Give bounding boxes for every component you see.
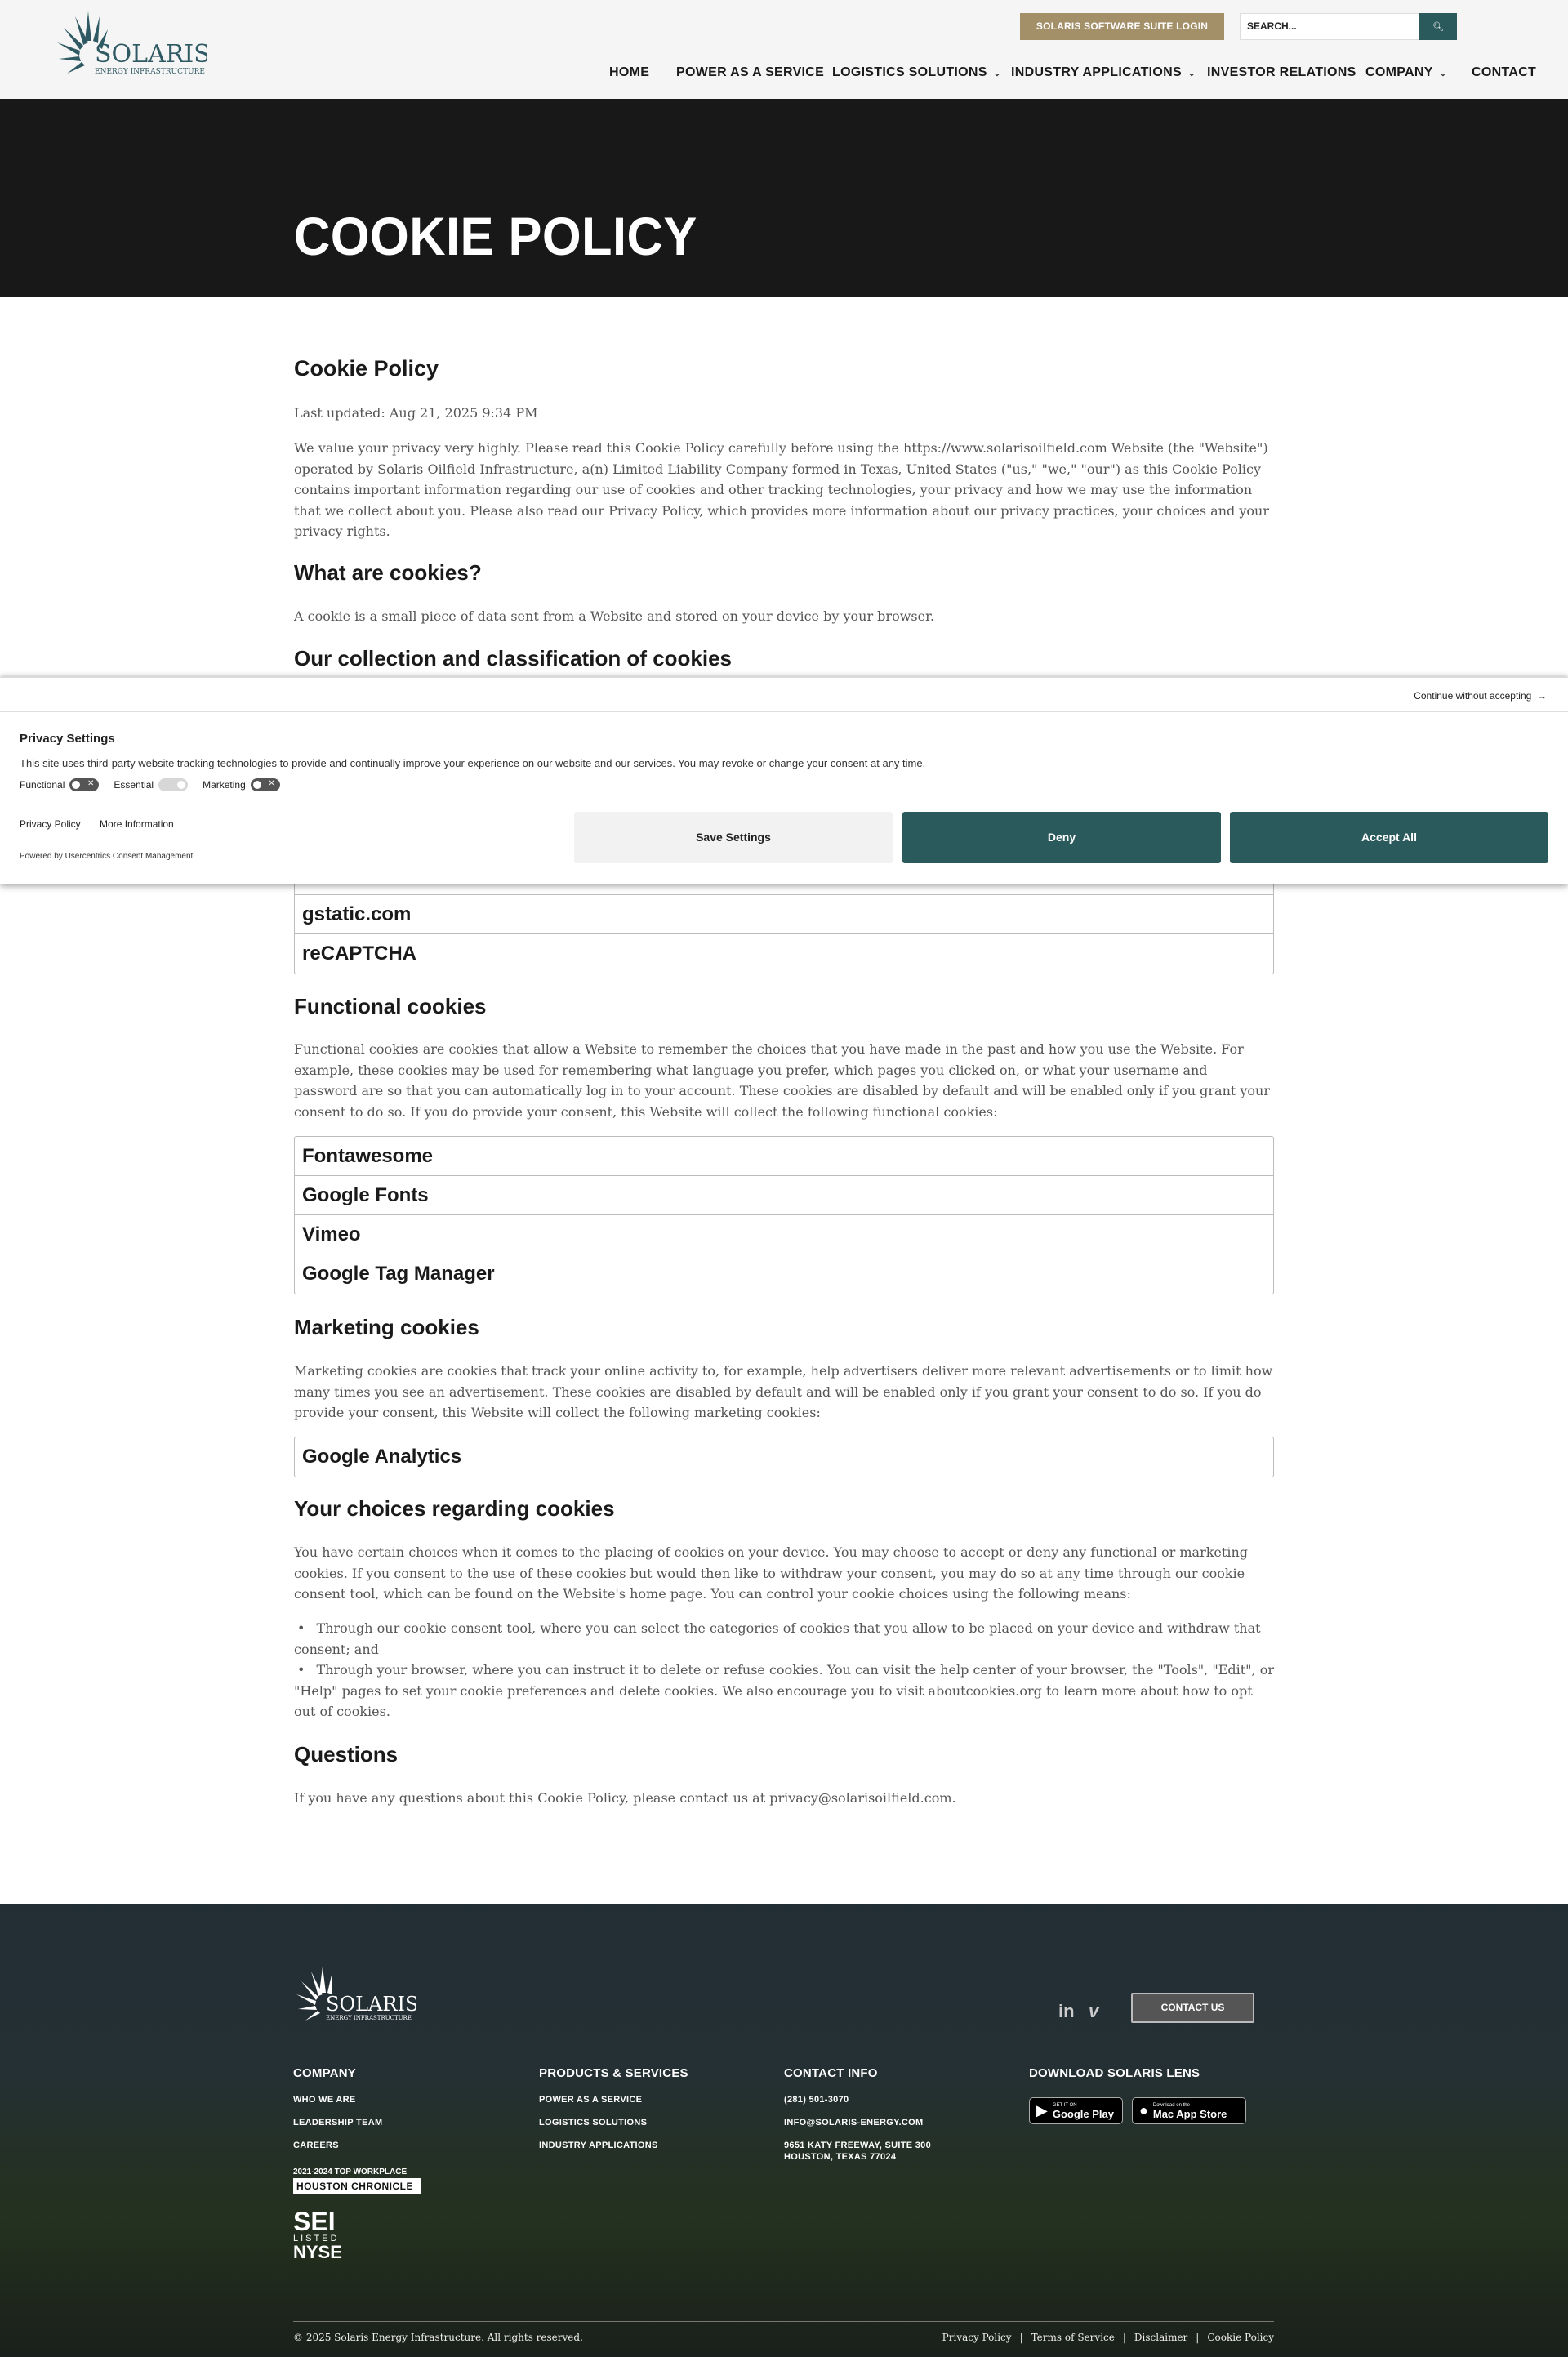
cookie-row: Vimeo — [295, 1215, 1273, 1254]
mac-app-store-button[interactable] — [1132, 2097, 1246, 2124]
separator: | — [1122, 2332, 1126, 2343]
footer-logo[interactable] — [293, 1965, 416, 2032]
linkedin-icon[interactable]: in — [1058, 2001, 1075, 2021]
marketing-cookie-list — [294, 1437, 1274, 1477]
nav-industry-applications[interactable] — [1011, 65, 1196, 80]
nav-company[interactable] — [1365, 65, 1446, 80]
arrow-right-icon: → — [1534, 690, 1547, 702]
accept-all-button[interactable]: Accept All — [1230, 812, 1548, 863]
choices-list — [294, 1618, 1274, 1722]
footer-link[interactable]: INDUSTRY APPLICATIONS — [539, 2141, 658, 2150]
google-play-button[interactable] — [1029, 2097, 1123, 2124]
deny-button[interactable]: Deny — [902, 812, 1221, 863]
legal-terms-link[interactable]: Terms of Service — [1031, 2332, 1115, 2343]
svg-text:ENERGY INFRASTRUCTURE: ENERGY INFRASTRUCTURE — [326, 2015, 412, 2021]
chevron-down-icon: ⌄ — [993, 69, 1001, 78]
footer-link[interactable]: CAREERS — [293, 2141, 339, 2150]
legal-privacy-policy-link[interactable]: Privacy Policy — [942, 2332, 1012, 2343]
footer-download-title: DOWNLOAD SOLARIS LENS — [1029, 2066, 1200, 2080]
nav-home-label: HOME — [609, 65, 650, 79]
copyright: © 2025 Solaris Energy Infrastructure. All rights reserved. — [293, 2332, 583, 2343]
close-icon: ✕ — [268, 779, 275, 788]
continue-without-accepting-link[interactable] — [1414, 690, 1547, 702]
toggle-label-functional: Functional — [20, 779, 65, 791]
questions-text: If you have any questions about this Cookie Policy, please contact us at privacy@solarisoilfield.com. — [294, 1790, 956, 1806]
footer-contact-title: CONTACT INFO — [784, 2066, 878, 2080]
essential-cookie-list — [294, 874, 1274, 974]
cookie-consent-banner — [0, 677, 1568, 884]
collection-heading: Our collection and classification of cookies — [294, 646, 733, 671]
powered-by-usercentrics[interactable]: Powered by Usercentrics Consent Management — [20, 852, 194, 861]
cookie-row: Google Analytics — [302, 1446, 462, 1468]
footer-address-line: HOUSTON, TEXAS 77024 — [784, 2152, 897, 2162]
intro-paragraph: We value your privacy very highly. Please read this Cookie Policy carefully before using the https://www.solarisoilfield.com Website (the "Website") operated by Solaris Oilfield Infrastructure, a(n) Limited Liability Company formed in Texas, United States ("us," "we," "our") as this Cookie Policy contains important information regarding our use of cookies and other tracking technologies, your privacy and how we may use the information that we collect about you. Please also read our Privacy Policy, which provides more information about our privacy practices, your choices and your privacy rights. — [294, 440, 1269, 539]
cookie-row: Google Fonts — [295, 1176, 1273, 1215]
software-suite-login-button[interactable]: SOLARIS SOFTWARE SUITE LOGIN — [1020, 13, 1224, 40]
marketing-cookies-text: Marketing cookies are cookies that track your online activity to, for example, help advertisers deliver more relevant advertisements or to limit how many times you see an advertisement. These cookies are disabled by default and will be enabled only if you grant your consent to do so. If you do provide your consent, this Website will collect the following marketing cookies: — [294, 1363, 1273, 1420]
solaris-logo-icon — [52, 8, 207, 90]
nav-investor-relations[interactable] — [1207, 65, 1356, 80]
footer-company-column — [293, 2066, 382, 2163]
what-are-cookies-text: A cookie is a small piece of data sent from a Website and stored on your device by your browser. — [294, 608, 935, 624]
list-item: • Through your browser, where you can instruct it to delete or refuse cookies. You can visit the help center of your browser, the "Tools", "Edit", or "Help" pages to set your cookie preferences and delete cookies. We also encourage you to visit aboutcookies.org to learn more about how to opt out of cookies. — [294, 1660, 1274, 1722]
footer-download-column — [1029, 2066, 1200, 2095]
solaris-logo-icon — [293, 1965, 416, 2032]
vimeo-icon[interactable]: v — [1089, 2001, 1099, 2021]
cookie-row: reCAPTCHA — [302, 942, 417, 965]
consent-top-bar — [0, 678, 1568, 712]
footer-company-title: COMPANY — [293, 2066, 356, 2080]
privacy-policy-link[interactable]: Privacy Policy — [20, 818, 81, 830]
sei-text: SEI — [293, 2207, 336, 2236]
footer-link[interactable]: WHO WE ARE — [293, 2095, 356, 2105]
nav-power-label: POWER AS A SERVICE — [676, 65, 825, 79]
footer-phone[interactable]: (281) 501-3070 — [784, 2095, 849, 2105]
consent-links — [20, 818, 190, 830]
site-header — [0, 0, 1568, 99]
cookie-row: Fontawesome — [295, 1137, 1273, 1176]
what-are-cookies-heading: What are cookies? — [294, 560, 482, 585]
footer-products-title: PRODUCTS & SERVICES — [539, 2066, 688, 2080]
footer-link[interactable]: POWER AS A SERVICE — [539, 2095, 643, 2105]
separator: | — [1196, 2332, 1200, 2343]
privacy-settings-title: Privacy Settings — [20, 732, 115, 746]
page-title: COOKIE POLICY — [294, 206, 697, 266]
last-updated: Last updated: Aug 21, 2025 9:34 PM — [294, 405, 538, 421]
badge-top-text: 2021-2024 TOP WORKPLACE — [293, 2168, 408, 2177]
functional-cookie-list — [294, 1136, 1274, 1294]
marketing-toggle[interactable] — [251, 778, 280, 791]
search-input[interactable]: SEARCH... — [1240, 13, 1419, 40]
footer-address-line: 9651 KATY FREEWAY, SUITE 300 — [784, 2141, 931, 2150]
contact-us-button[interactable]: CONTACT US — [1131, 1993, 1254, 2023]
policy-heading: Cookie Policy — [294, 356, 439, 381]
legal-cookie-policy-link[interactable]: Cookie Policy — [1207, 2332, 1274, 2343]
footer-email[interactable]: INFO@SOLARIS-ENERGY.COM — [784, 2118, 924, 2128]
chevron-down-icon: ⌄ — [1439, 69, 1447, 78]
svg-text:SOLARIS: SOLARIS — [326, 1993, 416, 2016]
nav-power-as-a-service[interactable] — [676, 65, 824, 80]
google-play-big: Google Play — [1052, 2107, 1114, 2120]
toggle-label-marketing: Marketing — [203, 779, 246, 791]
footer-contact-column — [784, 2066, 931, 2175]
app-store-big: Mac App Store — [1152, 2107, 1227, 2120]
separator: | — [1019, 2332, 1023, 2343]
cookie-row: gstatic.com — [295, 895, 1273, 934]
badge-name: HOUSTON CHRONICLE — [293, 2178, 421, 2194]
chevron-down-icon: ⌄ — [1187, 69, 1196, 78]
functional-cookies-text: Functional cookies are cookies that allow a Website to remember the choices that you have made in the past and how you use the Website. For example, these cookies may be used for remembering what language you prefer, which pages you clicked on, or what your username and password are so that you can automatically log in to your account. These cookies are disabled by default and will be enabled only if you grant your consent to do so. If you do provide your consent, this Website will collect the following functional cookies: — [294, 1041, 1271, 1120]
footer-products-column — [539, 2066, 688, 2163]
nav-industry-label: INDUSTRY APPLICATIONS — [1011, 65, 1182, 79]
save-settings-button[interactable]: Save Settings — [574, 812, 893, 863]
app-store-small: Download on the — [1152, 2102, 1190, 2108]
nav-logistics-label: LOGISTICS SOLUTIONS — [832, 65, 987, 79]
footer-link[interactable]: LOGISTICS SOLUTIONS — [539, 2118, 648, 2128]
more-information-link[interactable]: More Information — [100, 818, 174, 830]
search-button[interactable] — [1419, 13, 1457, 40]
google-play-icon: ▶ — [1036, 2102, 1048, 2119]
close-icon: ✕ — [87, 779, 95, 788]
consent-toggles — [20, 778, 295, 791]
site-footer — [0, 1904, 1568, 2357]
nav-contact[interactable] — [1472, 65, 1536, 80]
choices-heading: Your choices regarding cookies — [294, 1496, 615, 1521]
continue-label: Continue without accepting — [1414, 690, 1532, 702]
houston-chronicle-badge — [293, 2168, 421, 2194]
nav-company-label: COMPANY — [1365, 65, 1433, 79]
apple-icon: ● — [1139, 2102, 1148, 2119]
search-icon: 🔍︎ — [1432, 21, 1444, 32]
functional-cookies-heading: Functional cookies — [294, 994, 487, 1018]
sei-nyse-text: NYSE — [293, 2242, 342, 2262]
legal-disclaimer-link[interactable]: Disclaimer — [1134, 2332, 1188, 2343]
choices-text: You have certain choices when it comes to the placing of cookies on your device. You may choose to accept or deny any functional or marketing cookies. If you consent to the use of these cookies but would then like to withdraw your consent, you may do so at any time through our cookie consent tool, which can be found on the Website's home page. You can control your cookie choices using the following means: — [294, 1544, 1248, 1602]
sei-listed-text: LISTED — [293, 2234, 340, 2243]
list-item: • Through our cookie consent tool, where you can select the categories of cookies that you allow to be placed on your device and withdraw that consent; and — [294, 1618, 1274, 1660]
essential-toggle — [158, 778, 188, 791]
questions-heading: Questions — [294, 1742, 399, 1767]
functional-toggle[interactable] — [69, 778, 99, 791]
sei-nyse-badge — [293, 2209, 350, 2261]
google-play-small: GET IT ON — [1052, 2102, 1077, 2108]
toggle-label-essential: Essential — [114, 779, 154, 791]
footer-divider — [293, 2321, 1274, 2322]
cookie-row: Google Tag Manager — [302, 1263, 495, 1285]
nav-logistics-solutions[interactable] — [832, 65, 1000, 80]
svg-text:ENERGY INFRASTRUCTURE: ENERGY INFRASTRUCTURE — [95, 68, 205, 76]
footer-link[interactable]: LEADERSHIP TEAM — [293, 2118, 383, 2128]
nav-contact-label: CONTACT — [1472, 65, 1537, 79]
page-hero — [0, 99, 1568, 297]
solaris-logo[interactable] — [52, 8, 207, 90]
nav-investor-label: INVESTOR RELATIONS — [1207, 65, 1356, 79]
marketing-cookies-heading: Marketing cookies — [294, 1315, 479, 1339]
svg-text:SOLARIS: SOLARIS — [95, 40, 207, 69]
nav-home[interactable] — [609, 65, 649, 80]
legal-links — [942, 2332, 1274, 2343]
privacy-settings-description: This site uses third-party website tracking technologies to provide and continually improve your experience on our website and our services. You may revoke or change your consent at any time. — [20, 757, 926, 769]
